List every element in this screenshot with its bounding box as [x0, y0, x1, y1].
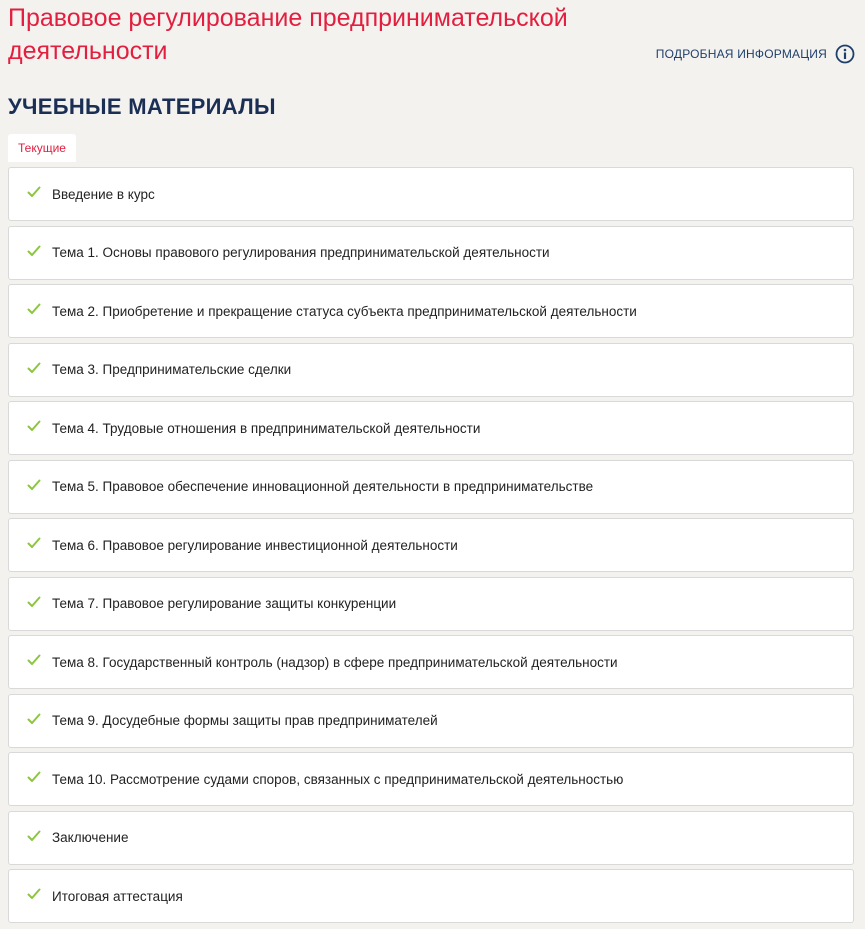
materials-heading: УЧЕБНЫЕ МАТЕРИАЛЫ: [8, 94, 276, 119]
check-icon: [27, 420, 41, 432]
material-item[interactable]: [8, 577, 854, 631]
check-icon: [27, 362, 41, 374]
material-label: Заключение: [52, 830, 129, 845]
material-label: Тема 9. Досудебные формы защиты прав предпринимателей: [52, 713, 438, 728]
check-icon: [27, 596, 41, 608]
material-item[interactable]: [8, 343, 854, 397]
tab-current[interactable]: Текущие: [8, 134, 76, 162]
material-label: Тема 8. Государственный контроль (надзор) в сфере предпринимательской деятельности: [52, 654, 618, 670]
material-label: Тема 6. Правовое регулирование инвестиционной деятельности: [52, 537, 458, 553]
material-item[interactable]: [8, 226, 854, 280]
material-label: Тема 10. Рассмотрение судами споров, связанных с предпринимательской деятельностью: [52, 771, 624, 787]
material-item[interactable]: [8, 694, 854, 748]
check-icon: [27, 186, 41, 198]
check-icon: [27, 479, 41, 491]
material-label: Введение в курс: [52, 186, 155, 202]
check-icon: [27, 537, 41, 549]
material-label: Тема 5. Правовое обеспечение инновационной деятельности в предпринимательстве: [52, 479, 594, 494]
material-item[interactable]: [8, 167, 854, 221]
material-item[interactable]: [8, 460, 854, 514]
material-item[interactable]: [8, 284, 854, 338]
check-icon: [27, 303, 41, 315]
check-icon: [27, 654, 41, 666]
material-item[interactable]: [8, 869, 854, 923]
material-item[interactable]: [8, 635, 854, 689]
course-title: Правовое регулирование предпринимательской деятельности: [8, 4, 568, 65]
check-icon: [27, 713, 41, 725]
check-icon: [27, 888, 41, 900]
more-info-label: ПОДРОБНАЯ ИНФОРМАЦИЯ: [655, 47, 827, 61]
material-label: Итоговая аттестация: [52, 888, 183, 904]
check-icon: [27, 245, 41, 257]
material-label: Тема 7. Правовое регулирование защиты конкуренции: [52, 596, 397, 611]
material-label: Тема 4. Трудовые отношения в предпринимательской деятельности: [52, 420, 481, 436]
material-item[interactable]: [8, 752, 854, 806]
check-icon: [27, 771, 41, 783]
check-icon: [27, 830, 41, 842]
material-item[interactable]: [8, 811, 854, 865]
material-label: Тема 3. Предпринимательские сделки: [52, 362, 292, 377]
material-label: Тема 2. Приобретение и прекращение статуса субъекта предпринимательской деятельности: [52, 303, 637, 319]
material-item[interactable]: [8, 518, 854, 572]
info-circle-icon[interactable]: [835, 44, 855, 64]
more-info-link[interactable]: [656, 44, 855, 64]
material-label: Тема 1. Основы правового регулирования предпринимательской деятельности: [52, 245, 550, 260]
materials-list: [8, 167, 854, 928]
material-item[interactable]: [8, 401, 854, 455]
